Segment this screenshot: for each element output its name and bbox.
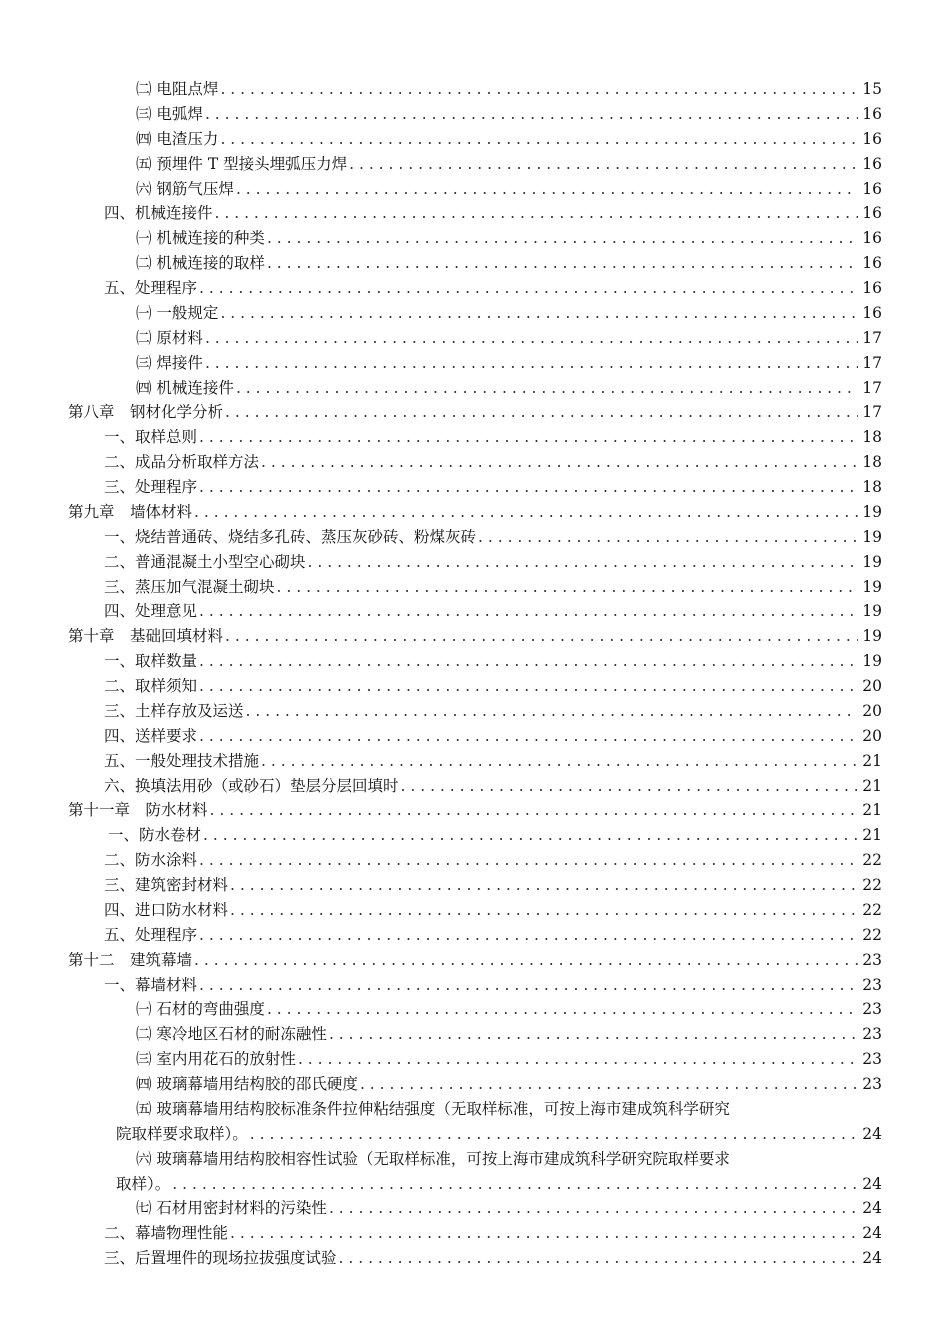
- toc-entry-title: 第十二 建筑幕墙: [68, 950, 193, 969]
- dot-leader: [172, 1172, 858, 1197]
- toc-entry-title: 三、蒸压加气混凝土砌块: [104, 577, 275, 596]
- toc-entry-title: 五、处理程序: [104, 925, 198, 944]
- toc-entry-title: ㈦ 石材用密封材料的污染性: [136, 1199, 327, 1218]
- toc-entry[interactable]: [68, 624, 882, 649]
- toc-entry[interactable]: [68, 749, 882, 774]
- dot-leader: [230, 898, 858, 923]
- toc-entry-title: 五、一般处理技术措施: [104, 751, 260, 770]
- dot-leader: [199, 649, 858, 674]
- toc-entry[interactable]: [68, 102, 882, 127]
- dot-leader: [220, 301, 858, 326]
- toc-entry[interactable]: [68, 1047, 882, 1072]
- toc-page-number: 22: [862, 900, 882, 919]
- toc-entry[interactable]: [68, 997, 882, 1022]
- toc-entry-title: 二、取样须知: [104, 677, 198, 695]
- toc-page-number: 23: [862, 1000, 882, 1019]
- dot-leader: [308, 550, 858, 575]
- toc-page-number: 22: [862, 925, 882, 944]
- toc-page-number: 22: [862, 851, 882, 870]
- dot-leader: [339, 1246, 858, 1271]
- toc-entry-title: 一、防水卷材: [108, 826, 202, 845]
- toc-page-number: 23: [862, 1050, 882, 1069]
- toc-page-number: 24: [862, 1124, 882, 1143]
- toc-page-number: 19: [862, 527, 882, 546]
- toc-entry[interactable]: [68, 848, 882, 873]
- toc-entry-wrapped[interactable]: [68, 1147, 882, 1197]
- dot-leader: [194, 948, 858, 973]
- toc-entry-title: ㈣ 玻璃幕墙用结构胶的邵氏硬度: [136, 1075, 358, 1093]
- toc-entry[interactable]: [68, 973, 882, 998]
- toc-entry-title: 一、幕墙材料: [104, 975, 198, 994]
- toc-page-number: 16: [862, 154, 882, 173]
- toc-entry-title: 二、普通混凝土小型空心砌块: [104, 552, 306, 571]
- toc-entry[interactable]: [68, 127, 882, 152]
- toc-entry-title: ㈣ 机械连接件: [136, 378, 234, 397]
- toc-entry[interactable]: [68, 77, 882, 102]
- toc-page-number: 17: [862, 353, 882, 372]
- toc-page-number: 18: [862, 453, 882, 472]
- toc-entry[interactable]: [68, 1022, 882, 1047]
- dot-leader: [230, 873, 858, 898]
- toc-entry[interactable]: [68, 177, 882, 202]
- toc-entry[interactable]: [68, 699, 882, 724]
- toc-entry-title: 三、建筑密封材料: [104, 876, 229, 894]
- toc-page-number: 17: [862, 328, 882, 347]
- dot-leader: [478, 525, 858, 550]
- dot-leader: [349, 152, 858, 177]
- toc-page-number: 19: [862, 602, 882, 621]
- dot-leader: [225, 400, 858, 425]
- toc-entry[interactable]: [68, 251, 882, 276]
- toc-entry[interactable]: [68, 948, 882, 973]
- toc-entry-title: 一、烧结普通砖、烧结多孔砖、蒸压灰砂砖、粉煤灰砖: [104, 527, 477, 546]
- dot-leader: [246, 699, 858, 724]
- dot-leader: [199, 848, 858, 873]
- toc-entry[interactable]: [68, 152, 882, 177]
- dot-leader: [329, 1022, 858, 1047]
- dot-leader: [199, 973, 858, 998]
- toc-entry-title: 三、后置埋件的现场拉拔强度试验: [104, 1249, 337, 1268]
- dot-leader: [261, 749, 858, 774]
- table-of-contents: [68, 77, 882, 1271]
- toc-page-number: 23: [862, 950, 882, 969]
- toc-entry[interactable]: [68, 898, 882, 923]
- toc-page-number: 16: [862, 129, 882, 148]
- toc-entry[interactable]: [68, 823, 882, 848]
- toc-entry[interactable]: [68, 550, 882, 575]
- dot-leader: [205, 102, 858, 127]
- dot-leader: [236, 376, 858, 401]
- toc-entry-wrapped[interactable]: [68, 1097, 882, 1147]
- toc-entry-title: 一、取样总则: [104, 428, 198, 447]
- toc-entry-title: ㈡ 寒冷地区石材的耐冻融性: [136, 1025, 327, 1044]
- toc-entry[interactable]: [68, 201, 882, 226]
- dot-leader: [261, 450, 858, 475]
- toc-entry-title: ㈤ 预埋件 T 型接头埋弧压力焊: [136, 154, 348, 173]
- toc-page-number: 16: [862, 204, 882, 223]
- toc-page-number: 21: [862, 801, 882, 820]
- dot-leader: [194, 500, 858, 525]
- toc-entry-title: 第十章 基础回填材料: [68, 627, 224, 646]
- toc-entry-title: ㈡ 原材料: [136, 328, 203, 347]
- toc-page-number: 23: [862, 1075, 882, 1093]
- toc-entry[interactable]: [68, 376, 882, 401]
- toc-entry-title: 第九章 墙体材料: [68, 502, 193, 521]
- toc-entry-title: ㈠ 一般规定: [136, 303, 219, 322]
- toc-entry-title: 一、取样数量: [104, 652, 198, 671]
- toc-page-number: 18: [862, 428, 882, 447]
- toc-entry[interactable]: [68, 450, 882, 475]
- dot-leader: [199, 724, 858, 749]
- toc-entry[interactable]: [68, 326, 882, 351]
- toc-entry-title: 四、处理意见: [104, 602, 198, 621]
- toc-page-number: 23: [862, 1025, 882, 1044]
- dot-leader: [267, 226, 858, 251]
- dot-leader: [203, 823, 858, 848]
- dot-leader: [329, 1196, 858, 1221]
- toc-entry-title: 二、成品分析取样方法: [104, 453, 260, 472]
- toc-entry[interactable]: [68, 1196, 882, 1221]
- toc-entry[interactable]: [68, 425, 882, 450]
- dot-leader: [215, 201, 858, 226]
- dot-leader: [199, 425, 858, 450]
- toc-page-number: 18: [862, 478, 882, 496]
- toc-page-number: 19: [862, 652, 882, 671]
- toc-entry-title: ㈡ 电阻点焊: [136, 80, 219, 98]
- toc-entry-title: ㈡ 机械连接的取样: [136, 254, 265, 273]
- dot-leader: [277, 575, 858, 600]
- dot-leader: [267, 997, 858, 1022]
- toc-entry-title: 三、处理程序: [104, 478, 198, 496]
- dot-leader: [220, 77, 858, 102]
- dot-leader: [199, 674, 858, 699]
- toc-page-number: 20: [862, 701, 882, 720]
- toc-entry-title: ㈠ 机械连接的种类: [136, 229, 265, 248]
- toc-entry-title: 第十一章 防水材料: [68, 801, 208, 820]
- toc-entry[interactable]: [68, 1221, 882, 1246]
- toc-page-number: 16: [862, 303, 882, 322]
- toc-entry[interactable]: [68, 649, 882, 674]
- dot-leader: [205, 351, 858, 376]
- toc-entry[interactable]: [68, 599, 882, 624]
- toc-entry[interactable]: [68, 724, 882, 749]
- toc-entry[interactable]: [68, 774, 882, 799]
- toc-entry[interactable]: [68, 798, 882, 823]
- toc-entry-title: 五、处理程序: [104, 279, 198, 297]
- toc-entry-continuation: [116, 1172, 882, 1197]
- dot-leader: [220, 127, 858, 152]
- toc-entry[interactable]: [68, 1246, 882, 1271]
- toc-entry[interactable]: [68, 923, 882, 948]
- dot-leader: [199, 599, 858, 624]
- toc-page-number: 22: [862, 876, 882, 894]
- toc-entry-title: ㈢ 焊接件: [136, 353, 203, 372]
- toc-page-number: 21: [862, 826, 882, 845]
- dot-leader: [205, 326, 858, 351]
- toc-page-number: 20: [862, 726, 882, 745]
- dot-leader: [199, 923, 858, 948]
- toc-entry-title-cont: 院取样要求取样）。: [116, 1124, 248, 1143]
- toc-entry-title: ㈢ 室内用花石的放射性: [136, 1050, 296, 1069]
- dot-leader: [210, 798, 858, 823]
- toc-entry[interactable]: [68, 674, 882, 699]
- toc-entry-title: ㈠ 石材的弯曲强度: [136, 1000, 265, 1019]
- toc-entry-title: ㈥ 玻璃幕墙用结构胶相容性试验（无取样标准，可按上海市建成筑科学研究院取样要求: [136, 1149, 730, 1168]
- toc-page-number: 21: [862, 776, 882, 795]
- toc-page-number: 16: [862, 104, 882, 123]
- toc-page-number: 16: [862, 179, 882, 198]
- toc-page-number: 17: [862, 403, 882, 422]
- toc-page-number: 19: [862, 577, 882, 596]
- toc-entry-title: ㈥ 钢筋气压焊: [136, 179, 234, 198]
- toc-page-number: 24: [862, 1249, 882, 1268]
- dot-leader: [199, 276, 858, 301]
- toc-entry-title: 四、送样要求: [104, 726, 198, 745]
- toc-entry[interactable]: [68, 873, 882, 898]
- dot-leader: [225, 624, 858, 649]
- dot-leader: [360, 1072, 858, 1097]
- toc-page-number: 19: [862, 627, 882, 646]
- toc-entry[interactable]: [68, 400, 882, 425]
- toc-page-number: 24: [862, 1199, 882, 1218]
- toc-page-number: 19: [862, 502, 882, 521]
- toc-entry[interactable]: [68, 575, 882, 600]
- dot-leader: [267, 251, 858, 276]
- toc-entry-title: 第八章 钢材化学分析: [68, 403, 224, 422]
- toc-page-number: 16: [862, 254, 882, 273]
- toc-page-number: 20: [862, 677, 882, 695]
- dot-leader: [250, 1122, 858, 1147]
- dot-leader: [199, 475, 858, 500]
- toc-page-number: 17: [862, 378, 882, 397]
- toc-entry-title: ㈤ 玻璃幕墙用结构胶标准条件拉伸粘结强度（无取样标准，可按上海市建成筑科学研究: [136, 1099, 730, 1118]
- toc-entry-title-cont: 取样）。: [116, 1174, 171, 1193]
- toc-page-number: 15: [862, 80, 882, 98]
- dot-leader: [401, 774, 858, 799]
- toc-entry[interactable]: [68, 475, 882, 500]
- toc-page-number: 16: [862, 279, 882, 297]
- toc-entry-title: 四、机械连接件: [104, 204, 213, 223]
- toc-page-number: 19: [862, 552, 882, 571]
- toc-page-number: 24: [862, 1224, 882, 1243]
- toc-entry-title: 二、防水涂料: [104, 851, 198, 870]
- toc-entry-title: 六、换填法用砂（或砂石）垫层分层回填时: [104, 776, 399, 795]
- toc-page-number: 16: [862, 229, 882, 248]
- toc-entry-title: 二、幕墙物理性能: [104, 1224, 229, 1243]
- dot-leader: [236, 177, 858, 202]
- toc-entry[interactable]: [68, 226, 882, 251]
- toc-page-number: 24: [862, 1174, 882, 1193]
- toc-entry-title: 三、土样存放及运送: [104, 701, 244, 720]
- dot-leader: [230, 1221, 858, 1246]
- toc-page-number: 21: [862, 751, 882, 770]
- toc-page-number: 23: [862, 975, 882, 994]
- toc-entry-title: 四、进口防水材料: [104, 900, 229, 919]
- dot-leader: [298, 1047, 858, 1072]
- toc-entry[interactable]: [68, 301, 882, 326]
- toc-entry-title: ㈢ 电弧焊: [136, 104, 203, 123]
- toc-entry-continuation: [116, 1122, 882, 1147]
- toc-entry[interactable]: [68, 276, 882, 301]
- toc-entry[interactable]: [68, 1072, 882, 1097]
- toc-entry[interactable]: [68, 525, 882, 550]
- toc-entry[interactable]: [68, 351, 882, 376]
- toc-entry-title: ㈣ 电渣压力: [136, 129, 219, 148]
- toc-entry[interactable]: [68, 500, 882, 525]
